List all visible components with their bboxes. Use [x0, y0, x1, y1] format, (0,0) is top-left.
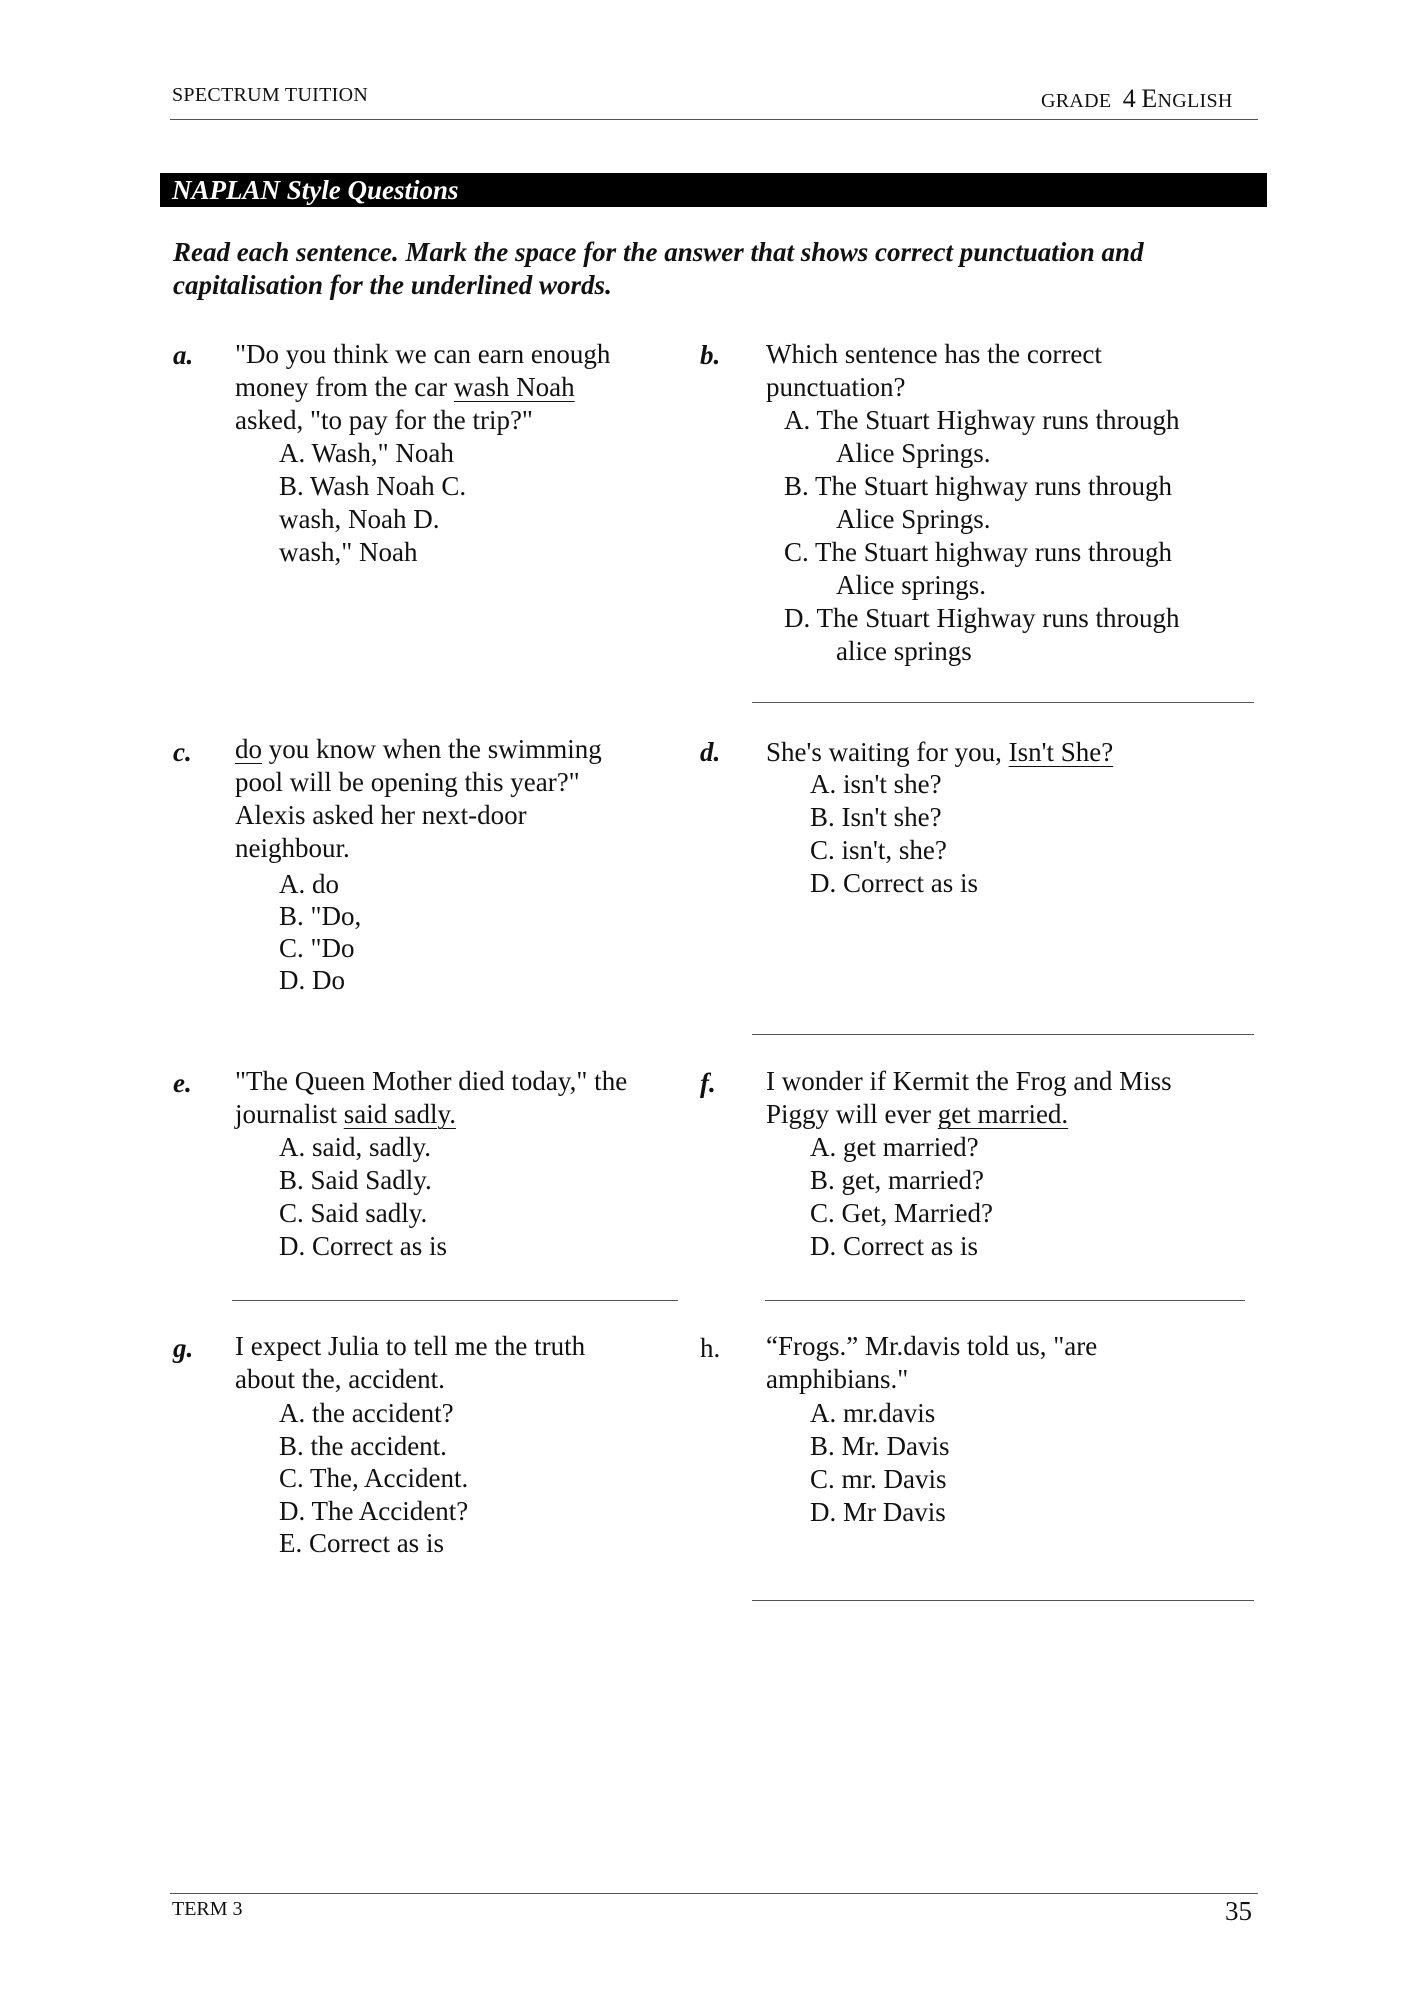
question-c-line1 — [235, 733, 602, 766]
option[interactable]: A. the accident? — [279, 1398, 454, 1428]
option[interactable]: D. The Accident? — [279, 1495, 469, 1526]
divider — [765, 1300, 1245, 1301]
option[interactable]: D. Do — [279, 965, 345, 995]
header-english: NGLISH — [1157, 90, 1233, 112]
question-b-text — [766, 338, 1102, 404]
question-b-letter: b. — [700, 340, 721, 370]
footer-term: TERM 3 — [172, 1898, 243, 1920]
header-grade-number: 4 — [1122, 84, 1137, 113]
option[interactable]: C. mr. Davis — [810, 1464, 947, 1494]
question-a-line1: "Do you think we can earn enough — [235, 339, 611, 369]
question-c-letter: c. — [173, 737, 192, 767]
header-e: E — [1141, 84, 1158, 113]
question-a-options — [279, 437, 466, 569]
question-c-line1-rest: you know when the swimming — [262, 734, 602, 764]
option[interactable]: C. Get, Married? — [810, 1198, 993, 1228]
question-g-line1: I expect Julia to tell me the truth — [235, 1331, 586, 1361]
option-continuation: Alice Springs. — [836, 504, 991, 534]
option[interactable]: A. do — [279, 869, 339, 899]
option[interactable]: A. said, sadly. — [279, 1132, 431, 1162]
question-f-text — [766, 1065, 1172, 1131]
option[interactable]: C. isn't, she? — [810, 835, 947, 865]
option[interactable]: D. Mr Davis — [810, 1497, 946, 1527]
option-continuation: Alice Springs. — [836, 438, 991, 468]
option[interactable]: B. get, married? — [810, 1165, 984, 1195]
header-right — [1041, 84, 1233, 114]
question-c-line4: neighbour. — [235, 833, 350, 863]
header-grade: GRADE — [1041, 90, 1112, 112]
option[interactable]: B. Mr. Davis — [810, 1431, 950, 1461]
question-c-line3: Alexis asked her next-door — [235, 800, 527, 830]
question-h-line1: “Frogs.” Mr.davis told us, "are — [766, 1331, 1098, 1361]
option[interactable]: D. Correct as is — [810, 868, 978, 898]
question-c-options — [279, 868, 361, 996]
option[interactable]: A. mr.davis — [810, 1398, 936, 1428]
question-g-line2: about the, accident. — [235, 1364, 445, 1394]
question-d-letter: d. — [700, 737, 721, 767]
question-e-line2 — [235, 1098, 627, 1131]
question-f-underlined: get married. — [937, 1099, 1069, 1129]
divider — [752, 702, 1254, 703]
question-a-letter: a. — [173, 340, 194, 370]
question-h-text — [766, 1330, 1097, 1396]
question-e-prefix: journalist — [235, 1099, 344, 1129]
option[interactable]: B. Said Sadly. — [279, 1165, 432, 1195]
question-b-line1: Which sentence has the correct — [766, 339, 1102, 369]
question-e-line1: "The Queen Mother died today," the — [235, 1066, 628, 1096]
question-f-line1: I wonder if Kermit the Frog and Miss — [766, 1066, 1172, 1096]
question-d-text — [766, 736, 1113, 769]
option[interactable]: B. "Do, — [279, 901, 362, 931]
option[interactable]: B. Wash Noah C. — [279, 471, 467, 501]
question-d-underlined: Isn't She? — [1008, 737, 1114, 767]
section-banner: NAPLAN Style Questions — [160, 173, 1267, 207]
question-e-underlined: said sadly. — [343, 1099, 456, 1129]
option[interactable]: wash," Noah — [279, 537, 418, 567]
option[interactable]: C. Said sadly. — [279, 1198, 428, 1228]
question-b-line2: punctuation? — [766, 372, 906, 402]
question-f-letter: f. — [700, 1068, 716, 1098]
question-e-options — [279, 1131, 447, 1263]
question-c-text — [235, 733, 602, 865]
option[interactable]: C. The Stuart highway runs through — [784, 537, 1172, 567]
option[interactable]: B. The Stuart highway runs through — [784, 471, 1172, 501]
option[interactable]: A. The Stuart Highway runs through — [784, 405, 1180, 435]
question-h-line2: amphibians." — [766, 1364, 909, 1394]
question-a-text — [235, 338, 610, 437]
option[interactable]: A. isn't she? — [810, 769, 942, 799]
question-f-prefix: Piggy will ever — [766, 1099, 938, 1129]
option[interactable]: D. Correct as is — [810, 1231, 978, 1261]
question-a-line3: asked, "to pay for the trip?" — [235, 405, 533, 435]
option[interactable]: B. the accident. — [279, 1430, 447, 1461]
divider — [752, 1600, 1254, 1601]
header-rule — [170, 119, 1258, 120]
question-g-letter: g. — [173, 1333, 194, 1363]
option[interactable]: A. get married? — [810, 1132, 979, 1162]
divider — [232, 1300, 678, 1301]
question-e-letter: e. — [173, 1068, 192, 1098]
option[interactable]: C. "Do — [279, 933, 355, 963]
question-c-line2: pool will be opening this year?" — [235, 767, 580, 797]
question-a-line2-prefix: money from the car — [235, 372, 454, 402]
question-e-text — [235, 1065, 627, 1131]
divider — [752, 1034, 1254, 1035]
question-g-text — [235, 1330, 585, 1396]
question-f-line2 — [766, 1098, 1172, 1131]
question-h-options — [810, 1397, 950, 1529]
option[interactable]: E. Correct as is — [279, 1528, 444, 1558]
question-f-options — [810, 1131, 993, 1263]
question-a-line2 — [235, 371, 610, 404]
question-d-prefix: She's waiting for you, — [766, 737, 1009, 767]
option-continuation: alice springs — [836, 636, 972, 666]
question-a-underlined: wash Noah — [453, 372, 575, 402]
instructions: Read each sentence. Mark the space for the answer that shows correct punctuation and capitalisation for the underlined words. — [173, 237, 1144, 300]
option[interactable]: A. Wash," Noah — [279, 438, 454, 468]
question-g-options — [279, 1397, 468, 1560]
option[interactable]: wash, Noah D. — [279, 504, 440, 534]
question-d-options — [810, 768, 978, 900]
option[interactable]: C. The, Accident. — [279, 1463, 469, 1493]
page-number: 35 — [1225, 1896, 1252, 1926]
option[interactable]: D. The Stuart Highway runs through — [784, 603, 1180, 633]
header-left: SPECTRUM TUITION — [172, 84, 369, 106]
option[interactable]: D. Correct as is — [279, 1231, 447, 1261]
question-b-options — [784, 404, 1179, 668]
question-h-letter: h. — [700, 1333, 721, 1363]
option-continuation: Alice springs. — [836, 570, 986, 600]
question-c-underlined: do — [235, 734, 262, 764]
option[interactable]: B. Isn't she? — [810, 802, 942, 832]
footer-rule — [170, 1893, 1258, 1894]
